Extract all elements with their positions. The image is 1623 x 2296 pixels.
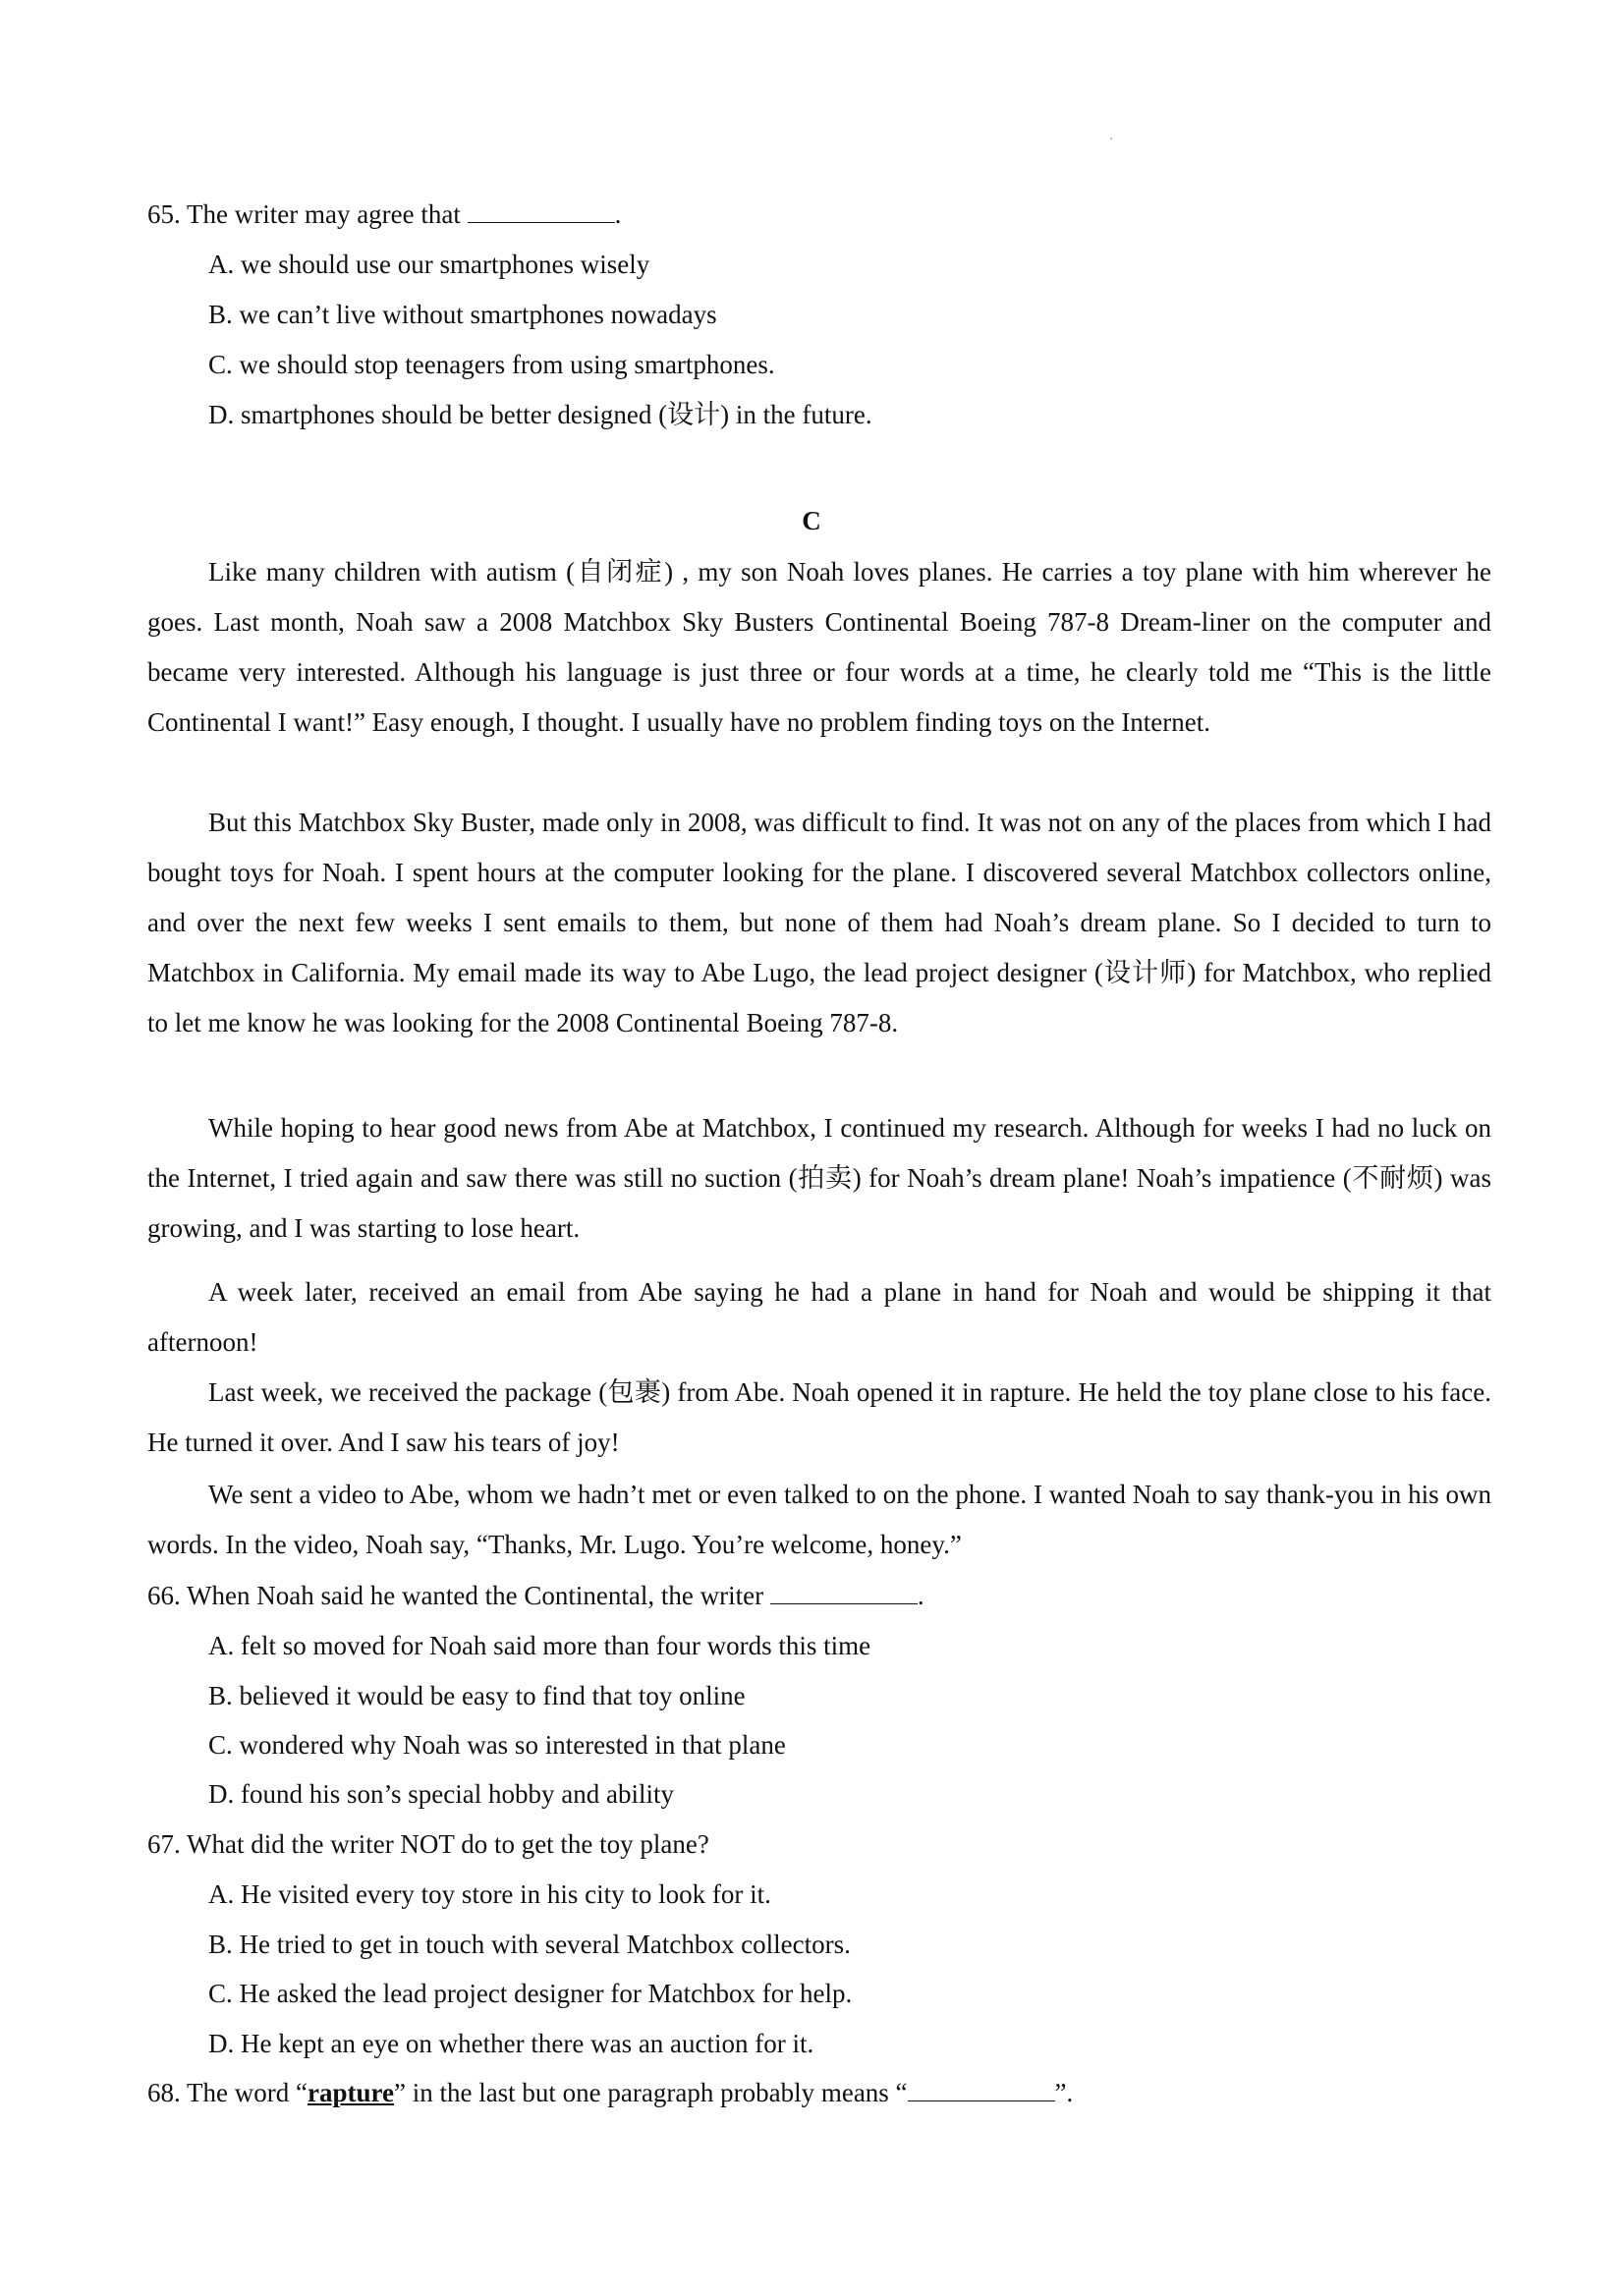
passage-paragraph-6: We sent a video to Abe, whom we hadn’t met or even talked to on the phone. I wanted Noah to say thank-you in his own words. In the video, Noah say, “Thanks, Mr. Lugo. You’re welcome, honey.” (147, 1480, 1491, 1559)
question-66-option-c: C. wondered why Noah was so interested in that plane (208, 1730, 786, 1760)
answer-blank (770, 1580, 918, 1604)
question-66-option-a: A. felt so moved for Noah said more than four words this time (208, 1631, 871, 1660)
passage-paragraph-4: A week later, received an email from Abe saying he had a plane in hand for Noah and would be shipping it that afternoon! (147, 1277, 1491, 1357)
question-68-stem: 68. The word “rapture” in the last but one paragraph probably means “ ”. (147, 2078, 1074, 2107)
question-65-option-b: B. we can’t live without smartphones nowadays (208, 300, 717, 329)
question-65-option-c: C. we should stop teenagers from using smartphones. (208, 350, 775, 379)
answer-blank (468, 198, 615, 223)
question-65-option-d: D. smartphones should be better designed (设计) in the future. (208, 400, 872, 429)
passage-paragraph-1: Like many children with autism (自闭症) , my son Noah loves planes. He carries a toy plane with him wherever he goes. Last month, Noah saw a 2008 Matchbox Sky Busters Continental Boeing 787-8 Dream-liner on the computer and became very interested. Although his language is just three or four words at a time, he clearly told me “This is the little Continental I want!” Easy enough, I thought. I usually have no problem finding toys on the Internet. (147, 557, 1491, 737)
keyword-rapture: rapture (307, 2078, 394, 2107)
question-66-stem: 66. When Noah said he wanted the Continental, the writer . (147, 1581, 924, 1610)
question-65-stem: 65. The writer may agree that . (147, 199, 622, 229)
passage-paragraph-2: But this Matchbox Sky Buster, made only in 2008, was difficult to find. It was not on any of the places from which I had bought toys for Noah. I spent hours at the computer looking for the plane. I discovered several Matchbox collectors online, and over the next few weeks I sent emails to them, but none of them had Noah’s dream plane. So I decided to turn to Matchbox in California. My email made its way to Abe Lugo, the lead project designer (设计师) for Matchbox, who replied to let me know he was looking for the 2008 Continental Boeing 787-8. (147, 808, 1491, 1037)
scan-speck (1110, 138, 1112, 140)
answer-blank (908, 2077, 1055, 2101)
question-67-option-a: A. He visited every toy store in his city to look for it. (208, 1879, 771, 1909)
passage-paragraph-5: Last week, we received the package (包裹) from Abe. Noah opened it in rapture. He held the toy plane close to his face. He turned it over. And I saw his tears of joy! (147, 1377, 1491, 1457)
question-67-stem: 67. What did the writer NOT do to get the toy plane? (147, 1829, 709, 1859)
question-67-option-d: D. He kept an eye on whether there was an auction for it. (208, 2029, 814, 2058)
question-67-option-b: B. He tried to get in touch with several Matchbox collectors. (208, 1930, 851, 1959)
question-67-option-c: C. He asked the lead project designer for Matchbox for help. (208, 1979, 853, 2008)
question-66-option-d: D. found his son’s special hobby and ability (208, 1779, 674, 1809)
passage-paragraph-3: While hoping to hear good news from Abe at Matchbox, I continued my research. Although for weeks I had no luck on the Internet, I tried again and saw there was still no suction (拍卖) for Noah’s dream plane! Noah’s impatience (不耐烦) was growing, and I was starting to lose heart. (147, 1113, 1491, 1243)
question-65-option-a: A. we should use our smartphones wisely (208, 250, 650, 279)
section-heading: C (802, 506, 821, 535)
question-66-option-b: B. believed it would be easy to find that toy online (208, 1681, 746, 1710)
